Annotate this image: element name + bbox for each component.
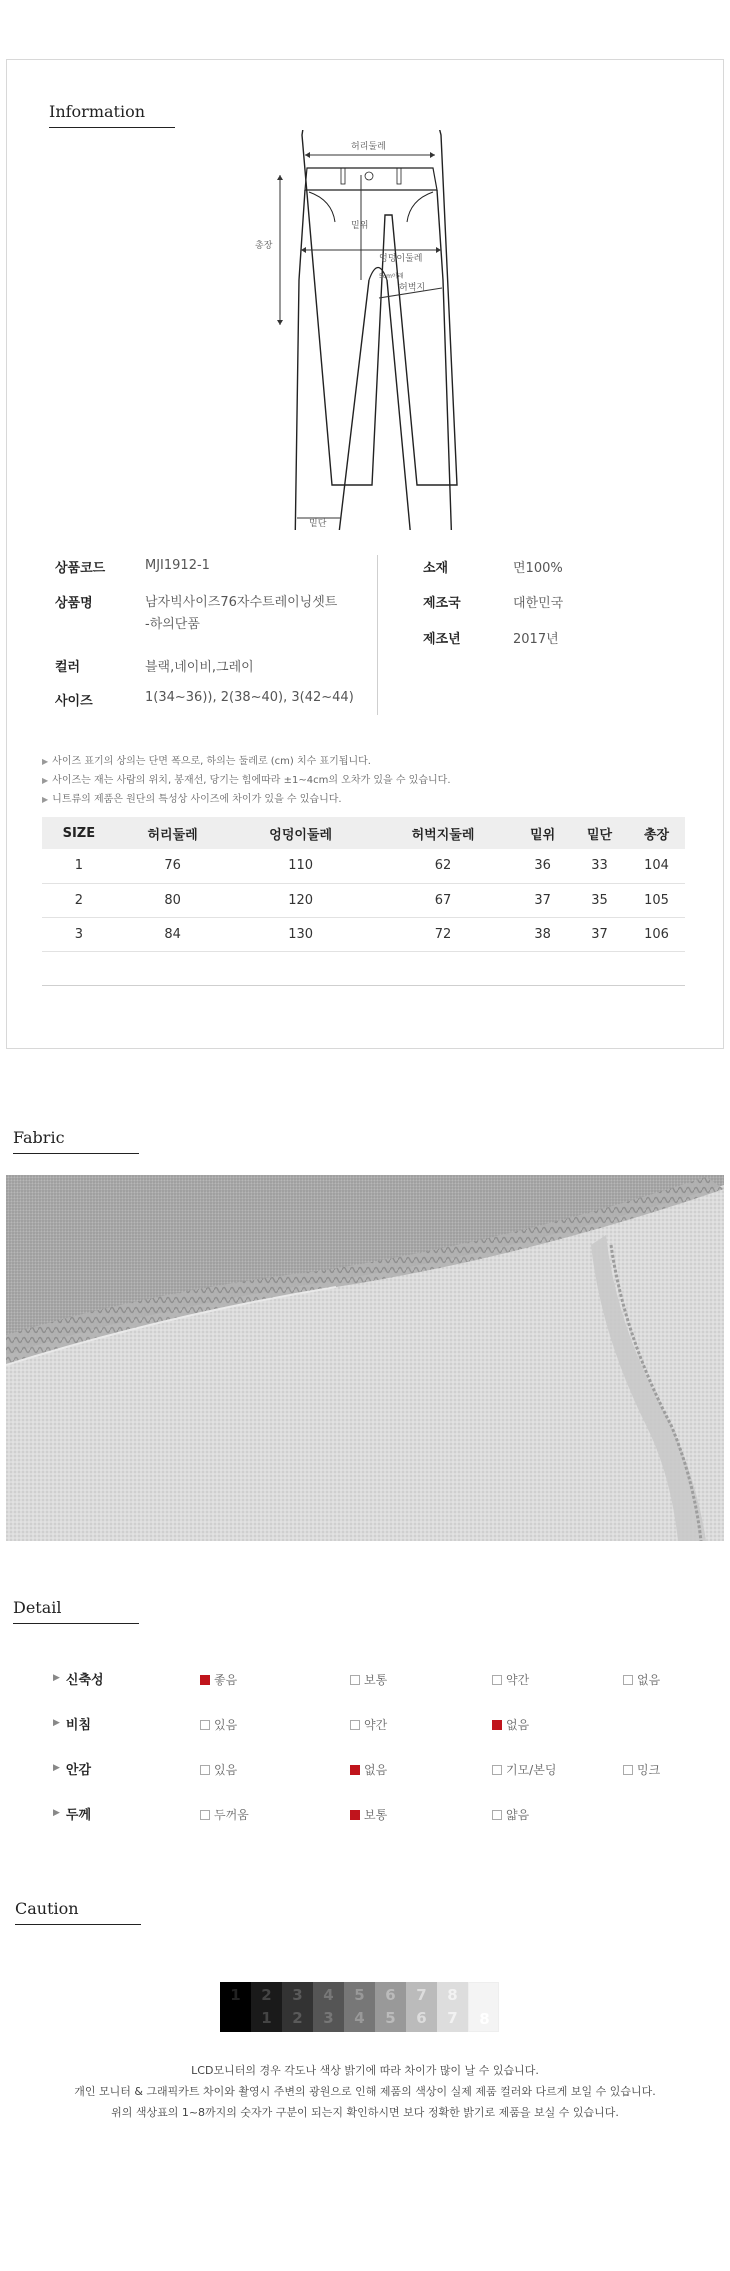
- checkbox-icon: [492, 1720, 502, 1730]
- checkbox-icon: [623, 1765, 633, 1775]
- option-label: 밍크: [637, 1763, 661, 1777]
- option-lining-mink: [623, 1761, 660, 1778]
- spec-value: 남자빅사이즈76자수트레이닝셋트: [145, 595, 338, 610]
- option-label: 없음: [637, 1673, 661, 1687]
- swatch-number-bottom: 6: [416, 2009, 427, 2027]
- table-row: [42, 917, 685, 951]
- spec-key: 사이즈: [55, 694, 93, 709]
- note-item: [42, 752, 451, 771]
- option-stretch-normal: [350, 1671, 387, 1688]
- checkbox-icon: [350, 1720, 360, 1730]
- spec-row-code: [55, 557, 210, 576]
- detail-label: 안감: [65, 1762, 92, 1778]
- checkbox-icon: [623, 1675, 633, 1685]
- option-thickness-normal: [350, 1806, 387, 1823]
- swatch-number-top: 8: [447, 1986, 458, 2004]
- option-stretch-none: [623, 1671, 660, 1688]
- swatch-number-top: 4: [323, 1986, 334, 2004]
- brightness-swatch: [375, 1982, 406, 2032]
- waist-label: 허리둘레: [351, 142, 386, 152]
- option-stretch-good: [200, 1671, 237, 1688]
- note-text: 사이즈 표기의 상의는 단면 폭으로, 하의는 둘레로 (cm) 치수 표기됩니다.: [52, 756, 371, 767]
- brightness-swatch: [406, 1982, 437, 2032]
- spec-row-name: [55, 592, 337, 636]
- table-cell: 105: [628, 883, 685, 917]
- swatch-number-top: 1: [230, 1986, 241, 2004]
- pants-measurement-diagram: [247, 130, 487, 530]
- header-cell: SIZE: [42, 817, 116, 849]
- brightness-swatch: [282, 1982, 313, 2032]
- swatch-number-bottom: 1: [261, 2009, 272, 2027]
- spec-row-size: [55, 690, 354, 709]
- spec-key: 상품코드: [55, 561, 106, 576]
- table-cell: 80: [116, 883, 230, 917]
- pants-drawing: [247, 130, 487, 530]
- header-cell: 밑단: [571, 817, 628, 849]
- table-cell: 37: [571, 917, 628, 951]
- spec-key: 제조년: [423, 632, 461, 647]
- option-label: 없음: [364, 1763, 388, 1777]
- size-table: [42, 817, 685, 986]
- swatch-number-top: 5: [354, 1986, 365, 2004]
- table-cell: 110: [230, 849, 372, 883]
- brightness-swatch: [251, 1982, 282, 2032]
- option-seethrough-slight: [350, 1716, 387, 1733]
- thigh-label: 허벅지: [399, 283, 426, 293]
- option-label: 약간: [506, 1673, 530, 1687]
- table-cell: 33: [571, 849, 628, 883]
- detail-label: 두께: [65, 1807, 92, 1823]
- detail-row-thickness: [53, 1803, 201, 1823]
- table-cell: 130: [230, 917, 372, 951]
- spec-key: 소재: [423, 561, 449, 576]
- information-title: Information: [49, 102, 175, 128]
- table-cell: 76: [116, 849, 230, 883]
- brightness-swatch: [437, 1982, 468, 2032]
- checkbox-icon: [350, 1810, 360, 1820]
- note-text: 사이즈는 재는 사람의 위치, 봉재선, 당기는 힘에따라 ±1~4cm의 오차가 있을 수 있습니다.: [52, 775, 451, 786]
- detail-title: Detail: [13, 1598, 139, 1624]
- swatch-number-top: 2: [261, 1986, 272, 2004]
- note-item: [42, 771, 451, 790]
- spec-value: 블랙,네이비,그레이: [145, 660, 254, 675]
- spec-row-material: [423, 557, 563, 576]
- option-thickness-thin: [492, 1806, 529, 1823]
- note-item: [42, 790, 451, 809]
- table-cell: 84: [116, 917, 230, 951]
- spec-key: 상품명: [55, 596, 93, 611]
- spec-row-country: [423, 592, 563, 611]
- spec-value-2: -하의단품: [145, 617, 200, 632]
- triangle-icon: ▶: [53, 1763, 60, 1773]
- option-label: 약간: [364, 1718, 388, 1732]
- checkbox-icon: [492, 1675, 502, 1685]
- detail-label: 비침: [65, 1717, 92, 1733]
- caution-line: LCD모니터의 경우 각도나 색상 밝기에 따라 차이가 많이 날 수 있습니다.: [191, 2064, 539, 2077]
- length-label: 총장: [255, 241, 273, 251]
- swatch-number-bottom: 2: [292, 2009, 303, 2027]
- triangle-icon: ▶: [53, 1673, 60, 1683]
- option-label: 두꺼움: [214, 1808, 249, 1822]
- brightness-swatch: [220, 1982, 251, 2032]
- option-lining-none: [350, 1761, 387, 1778]
- spec-row-color: [55, 656, 254, 675]
- checkbox-icon: [200, 1810, 210, 1820]
- caution-title: Caution: [15, 1899, 141, 1925]
- fabric-texture: [6, 1175, 724, 1541]
- spec-value: 대한민국: [513, 596, 564, 611]
- table-cell: 3: [42, 917, 116, 951]
- hem-label: 밑단: [309, 519, 327, 529]
- detail-label: 신축성: [65, 1672, 104, 1688]
- table-cell: 1: [42, 849, 116, 883]
- table-cell: 120: [230, 883, 372, 917]
- swatch-number-bottom: 5: [385, 2009, 396, 2027]
- option-label: 얇음: [506, 1808, 530, 1822]
- header-cell: 총장: [628, 817, 685, 849]
- checkbox-icon: [200, 1720, 210, 1730]
- option-thickness-thick: [200, 1806, 249, 1823]
- detail-row-stretch: [53, 1668, 201, 1688]
- swatch-number-top: 7: [416, 1986, 427, 2004]
- header-cell: 허벅지둘레: [372, 817, 514, 849]
- spec-value: 2017년: [513, 632, 559, 647]
- spec-value: 면100%: [513, 561, 563, 576]
- spec-key: 컬러: [55, 660, 81, 675]
- option-label: 없음: [506, 1718, 530, 1732]
- spec-value: 1(34~36)), 2(38~40), 3(42~44): [145, 690, 354, 705]
- triangle-icon: ▶: [53, 1718, 60, 1728]
- size-table-header: [42, 817, 685, 849]
- table-cell: 38: [514, 917, 571, 951]
- size-notes: [42, 752, 451, 809]
- caution-line: 개인 모니터 & 그래픽카트 차이와 촬영시 주변의 광원으로 인해 제품의 색상이 실제 제품 컬러와 다르게 보일 수 있습니다.: [74, 2085, 656, 2098]
- table-row: [42, 849, 685, 883]
- option-label: 있음: [214, 1763, 238, 1777]
- table-cell: 35: [571, 883, 628, 917]
- swatch-number-top: 6: [385, 1986, 396, 2004]
- option-seethrough-yes: [200, 1716, 237, 1733]
- checkbox-icon: [350, 1675, 360, 1685]
- swatch-number-top: 3: [292, 1986, 303, 2004]
- caution-notes: [0, 2060, 730, 2123]
- option-label: 있음: [214, 1718, 238, 1732]
- triangle-icon: ▶: [53, 1808, 60, 1818]
- spec-divider: [377, 555, 378, 715]
- brightness-swatches: [220, 1982, 499, 2032]
- thigh-small-label: 5cm아래: [379, 273, 404, 280]
- table-cell: 62: [372, 849, 514, 883]
- checkbox-icon: [492, 1810, 502, 1820]
- header-cell: 밑위: [514, 817, 571, 849]
- spec-value: MJI1912-1: [145, 558, 210, 573]
- table-cell: 37: [514, 883, 571, 917]
- table-cell: 72: [372, 917, 514, 951]
- checkbox-icon: [350, 1765, 360, 1775]
- option-label: 보통: [364, 1808, 388, 1822]
- table-cell: 2: [42, 883, 116, 917]
- brightness-swatch: [313, 1982, 344, 2032]
- option-lining-yes: [200, 1761, 237, 1778]
- header-cell: 엉덩이둘레: [230, 817, 372, 849]
- caution-line: 위의 색상표의 1~8까지의 숫자가 구분이 되는지 확인하시면 보다 정확한 밝기로 제품을 보실 수 있습니다.: [111, 2106, 619, 2119]
- header-cell: 허리둘레: [116, 817, 230, 849]
- triangle-icon: ▶: [42, 757, 49, 766]
- note-text: 니트류의 제품은 원단의 특성상 사이즈에 차이가 있을 수 있습니다.: [52, 794, 342, 805]
- option-seethrough-none: [492, 1716, 529, 1733]
- fabric-photo: [6, 1175, 724, 1541]
- fabric-title: Fabric: [13, 1128, 139, 1154]
- table-cell: 104: [628, 849, 685, 883]
- brightness-swatch: [344, 1982, 375, 2032]
- spec-key: 제조국: [423, 596, 461, 611]
- checkbox-icon: [492, 1765, 502, 1775]
- swatch-number-bottom: 3: [323, 2009, 334, 2027]
- spec-row-year: [423, 628, 559, 647]
- brightness-swatch: [468, 1982, 499, 2032]
- triangle-icon: ▶: [42, 795, 49, 804]
- table-cell: 36: [514, 849, 571, 883]
- spec-value-group: [145, 592, 337, 636]
- option-label: 기모/본딩: [506, 1763, 557, 1777]
- swatch-number-bottom: 4: [354, 2009, 365, 2027]
- option-label: 좋음: [214, 1673, 238, 1687]
- hip-label: 엉덩이둘레: [379, 254, 423, 264]
- swatch-number-bottom: 8: [479, 2010, 490, 2028]
- rise-label: 밑위: [351, 221, 369, 231]
- table-row: [42, 883, 685, 917]
- option-lining-brushed: [492, 1761, 556, 1778]
- option-stretch-slight: [492, 1671, 529, 1688]
- checkbox-icon: [200, 1765, 210, 1775]
- triangle-icon: ▶: [42, 776, 49, 785]
- checkbox-icon: [200, 1675, 210, 1685]
- table-cell: 106: [628, 917, 685, 951]
- swatch-number-bottom: 7: [447, 2009, 458, 2027]
- table-cell: 67: [372, 883, 514, 917]
- table-row-empty: [42, 951, 685, 985]
- detail-row-lining: [53, 1758, 201, 1778]
- detail-row-seethrough: [53, 1713, 201, 1733]
- option-label: 보통: [364, 1673, 388, 1687]
